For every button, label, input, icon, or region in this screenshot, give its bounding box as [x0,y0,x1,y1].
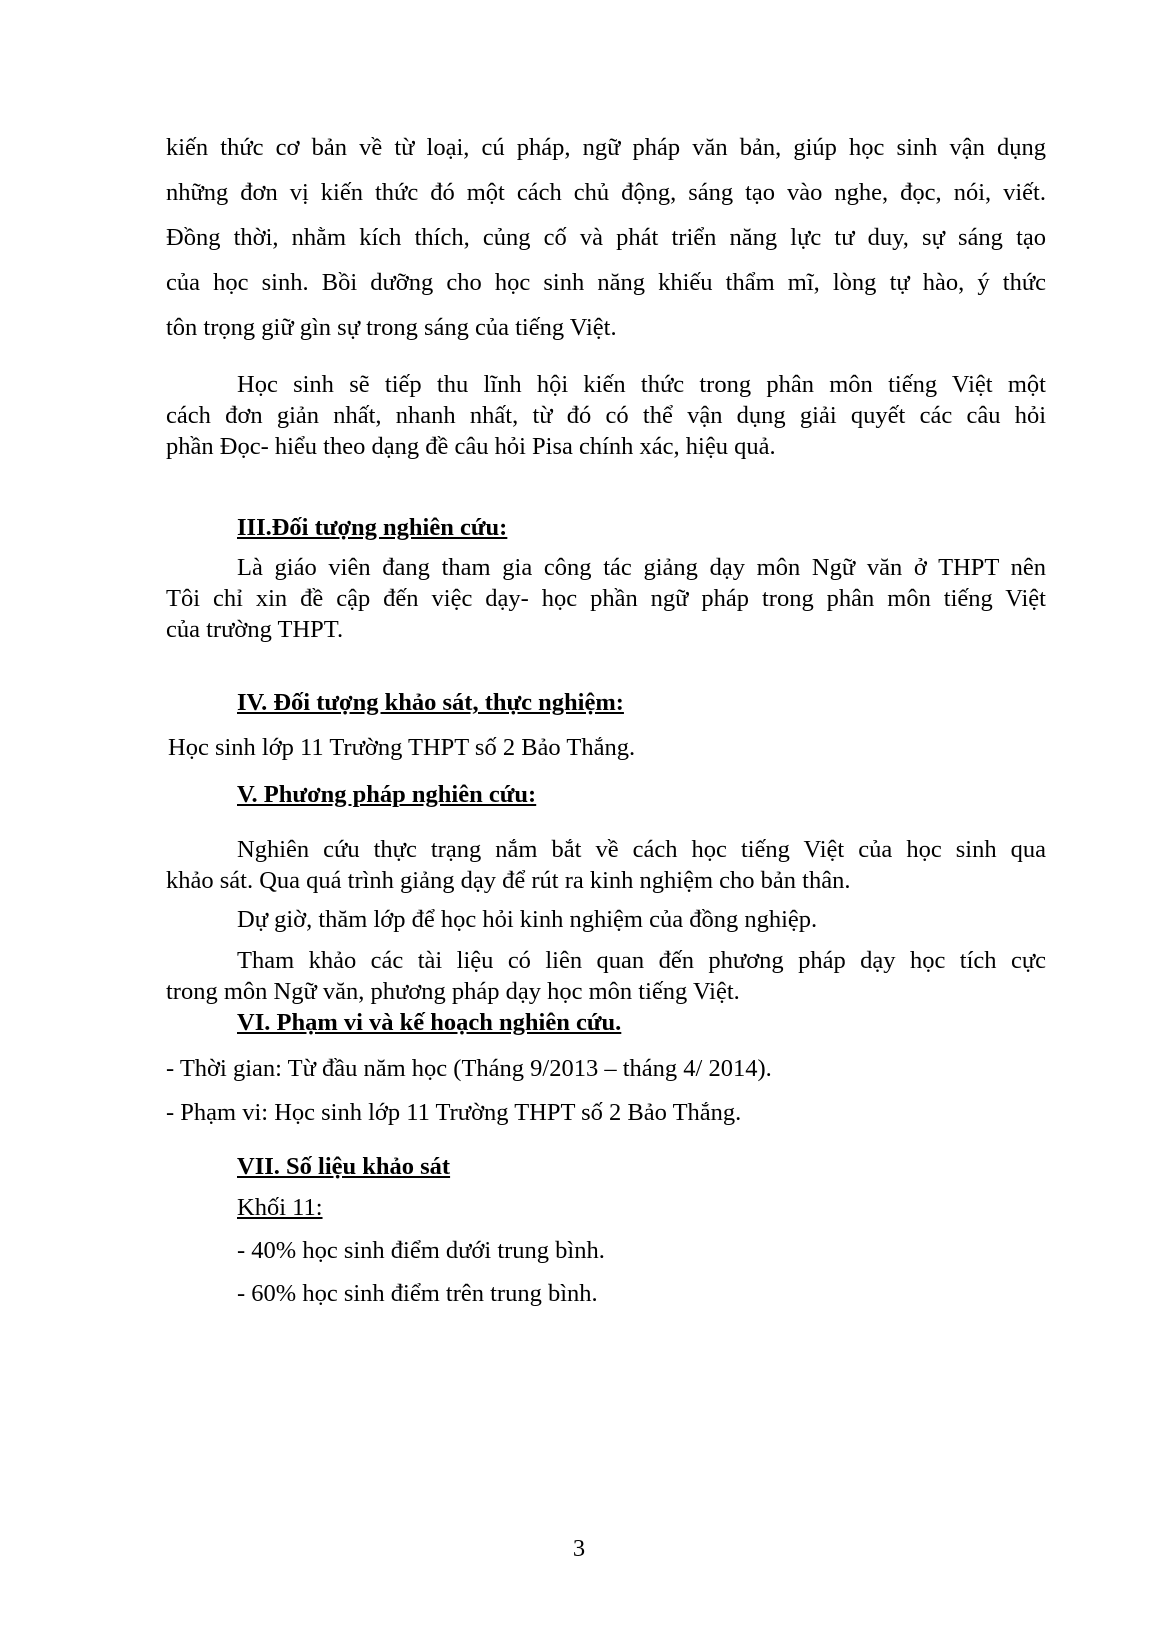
section-7-group: Khối 11: [237,1194,323,1221]
section-5-p3-line-1: Tham khảo các tài liệu có liên quan đến phương pháp dạy học tích cực [237,947,1046,974]
section-5-p1-line-2: khảo sát. Qua quá trình giảng dạy để rút ra kinh nghiệm cho bản thân. [166,867,851,894]
paragraph-1-line-4: của học sinh. Bồi dưỡng cho học sinh năng khiếu thẩm mĩ, lòng tự hào, ý thức [166,269,1046,296]
paragraph-1-line-5: tôn trọng giữ gìn sự trong sáng của tiếng Việt. [166,314,617,341]
section-5-p1-line-1: Nghiên cứu thực trạng nắm bắt về cách học tiếng Việt của học sinh qua [237,836,1046,863]
section-3-line-2: Tôi chỉ xin đề cập đến việc dạy- học phần ngữ pháp trong phân môn tiếng Việt [166,585,1046,612]
paragraph-1-line-3: Đồng thời, nhằm kích thích, củng cố và phát triển năng lực tư duy, sự sáng tạo [166,224,1046,251]
section-5-heading: V. Phương pháp nghiên cứu: [237,781,537,808]
section-4-heading: IV. Đối tượng khảo sát, thực nghiệm: [237,689,624,716]
paragraph-2-line-3: phần Đọc- hiểu theo dạng đề câu hỏi Pisa chính xác, hiệu quả. [166,433,776,460]
paragraph-1-line-2: những đơn vị kiến thức đó một cách chủ động, sáng tạo vào nghe, đọc, nói, viết. [166,179,1046,206]
section-4-text: Học sinh lớp 11 Trường THPT số 2 Bảo Thắng. [168,734,636,761]
section-7-heading: VII. Số liệu khảo sát [237,1153,451,1180]
section-5-p3-line-2: trong môn Ngữ văn, phương pháp dạy học môn tiếng Việt. [166,978,740,1005]
page-number: 3 [572,1535,586,1562]
section-7-below-average: - 40% học sinh điểm dưới trung bình. [237,1237,605,1264]
paragraph-1-line-1: kiến thức cơ bản về từ loại, cú pháp, ngữ pháp văn bản, giúp học sinh vận dụng [166,134,1046,161]
section-3-line-3: của trường THPT. [166,616,344,643]
section-6-scope: - Phạm vi: Học sinh lớp 11 Trường THPT số 2 Bảo Thắng. [166,1099,742,1126]
section-3-heading: III.Đối tượng nghiên cứu: [237,514,508,541]
paragraph-2-line-1: Học sinh sẽ tiếp thu lĩnh hội kiến thức trong phân môn tiếng Việt một [237,371,1046,398]
section-6-heading: VI. Phạm vi và kế hoạch nghiên cứu. [237,1009,622,1036]
section-5-p2: Dự giờ, thăm lớp để học hỏi kinh nghiệm của đồng nghiệp. [237,906,818,933]
section-6-time: - Thời gian: Từ đầu năm học (Tháng 9/2013 – tháng 4/ 2014). [166,1055,772,1082]
paragraph-2-line-2: cách đơn giản nhất, nhanh nhất, từ đó có thể vận dụng giải quyết các câu hỏi [166,402,1046,429]
section-3-line-1: Là giáo viên đang tham gia công tác giảng dạy môn Ngữ văn ở THPT nên [237,554,1046,581]
section-7-above-average: - 60% học sinh điểm trên trung bình. [237,1280,598,1307]
